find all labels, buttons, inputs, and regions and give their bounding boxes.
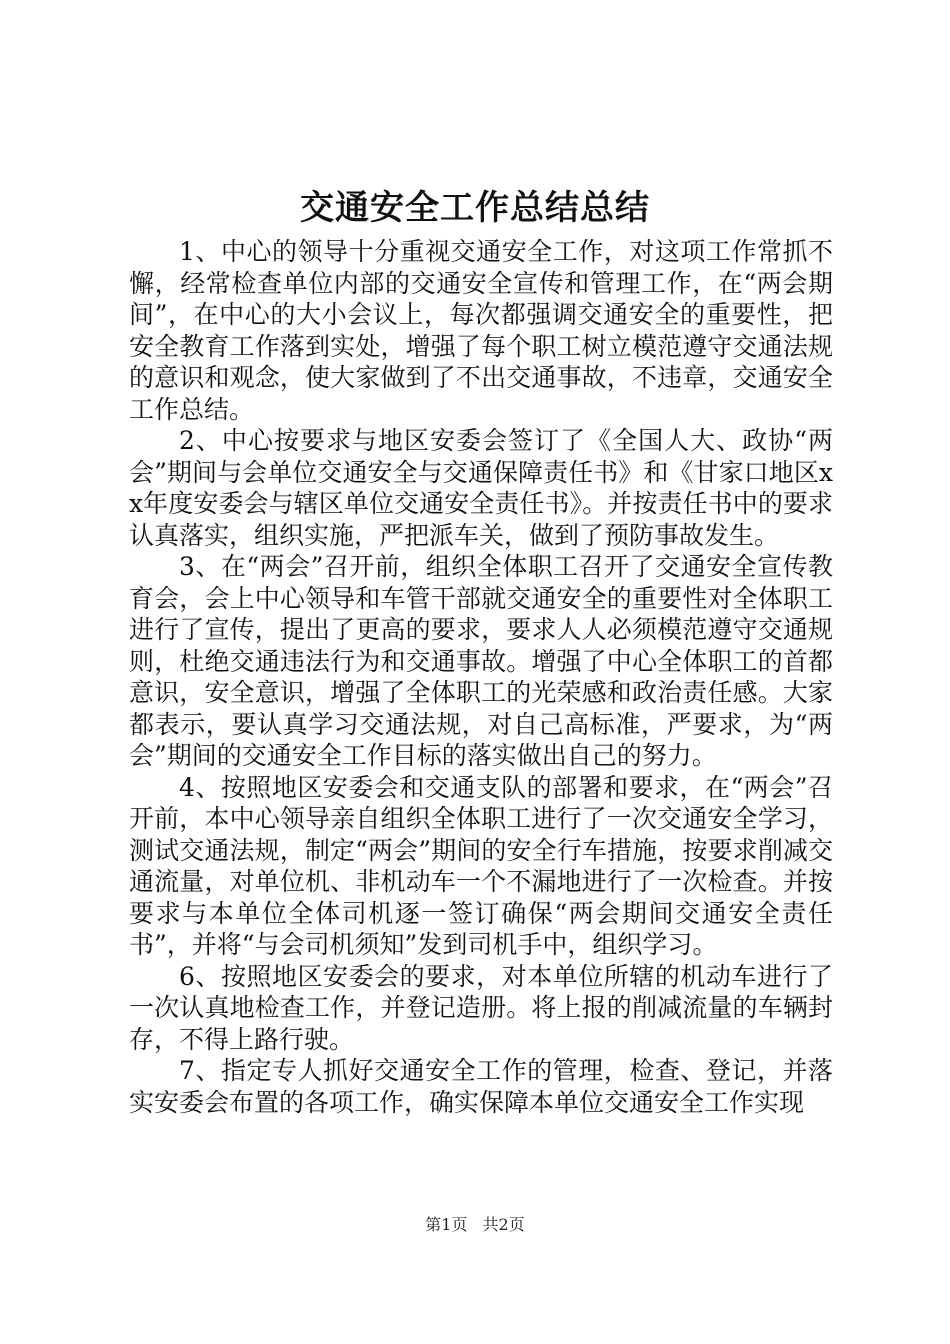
page-number-total: 共2页 [482, 1215, 525, 1234]
document-title: 交通安全工作总结总结 [300, 188, 650, 228]
page-footer [0, 1214, 950, 1236]
page-number-current: 第1页 [425, 1215, 468, 1234]
paragraph-2: 2、中心按要求与地区安委会签订了《全国人大、政协“两会”期间与会单位交通安全与交通保障责任书》和《甘家口地区xx年度安委会与辖区单位交通安全责任书》。并按责任书中的要求认真落实，组织实施，严把派车关，做到了预防事故发生。 [129, 426, 833, 550]
paragraph-4: 4、按照地区安委会和交通支队的部署和要求，在“两会”召开前，本中心领导亲自组织全体职工进行了一次交通安全学习，测试交通法规，制定“两会”期间的安全行车措施，按要求削减交通流量，对单位机、非机动车一个不漏地进行了一次检查。并按要求与本单位全体司机逐一签订确保“两会期间交通安全责任书”，并将“与会司机须知”发到司机手中，组织学习。 [129, 772, 833, 959]
paragraph-7: 7、指定专人抓好交通安全工作的管理，检查、登记，并落实安委会布置的各项工作，确实保障本单位交通安全工作实现 [129, 1056, 833, 1117]
document-body [129, 236, 833, 1118]
paragraph-1: 1、中心的领导十分重视交通安全工作，对这项工作常抓不懈，经常检查单位内部的交通安全宣传和管理工作，在“两会期间”，在中心的大小会议上，每次都强调交通安全的重要性，把安全教育工作落到实处，增强了每个职工树立模范遵守交通法规的意识和观念，使大家做到了不出交通事故，不违章，交通安全工作总结。 [129, 237, 833, 424]
paragraph-6: 6、按照地区安委会的要求，对本单位所辖的机动车进行了一次认真地检查工作，并登记造册。将上报的削减流量的车辆封存，不得上路行驶。 [129, 961, 833, 1054]
paragraph-3: 3、在“两会”召开前，组织全体职工召开了交通安全宣传教育会，会上中心领导和车管干部就交通安全的重要性对全体职工进行了宣传，提出了更高的要求，要求人人必须模范遵守交通规则，杜绝交通违法行为和交通事故。增强了中心全体职工的首都意识，安全意识，增强了全体职工的光荣感和政治责任感。大家都表示，要认真学习交通法规，对自己高标准，严要求，为“两会”期间的交通安全工作目标的落实做出自己的努力。 [129, 552, 833, 770]
